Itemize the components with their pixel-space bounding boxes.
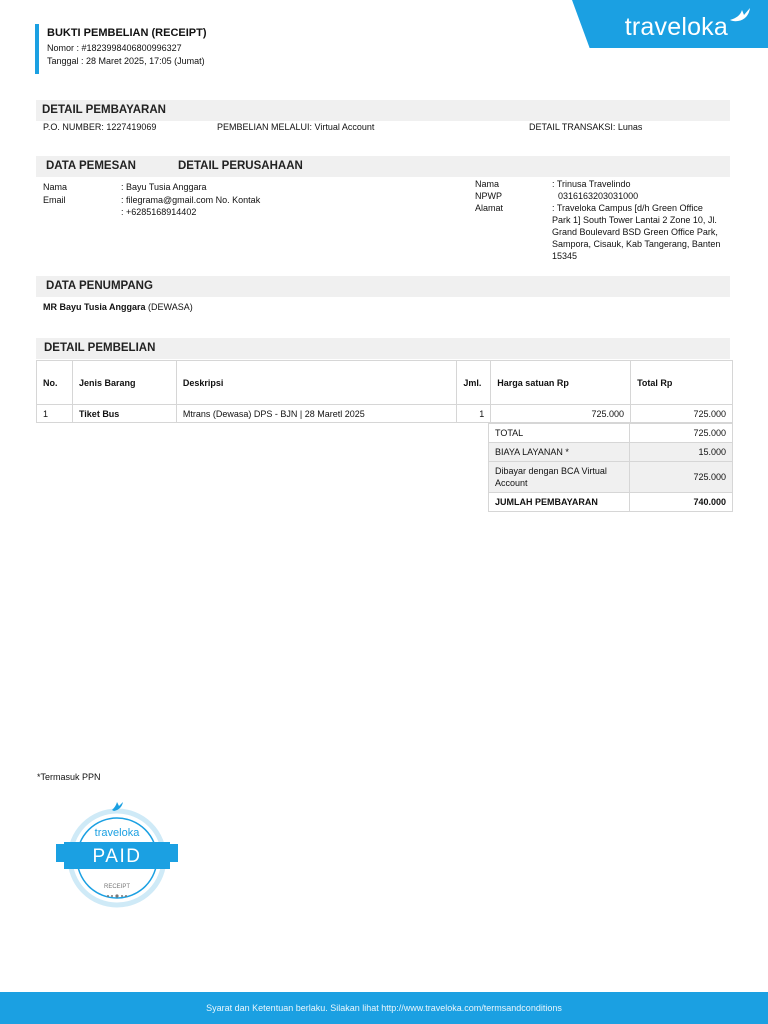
row-total: 725.000 xyxy=(631,405,733,423)
column-header-item: Jenis Barang xyxy=(72,361,176,405)
payment-method: PEMBELIAN MELALUI: Virtual Account xyxy=(217,122,375,132)
table-header-row xyxy=(37,361,733,405)
column-header-no: No. xyxy=(37,361,73,405)
passenger-type: (DEWASA) xyxy=(148,302,193,312)
customer-section-title: DATA PEMESAN xyxy=(46,160,136,172)
customer-name-label: Nama xyxy=(43,182,68,192)
column-header-unit-price: Harga satuan Rp xyxy=(491,361,631,405)
stamp-status: PAID xyxy=(92,846,142,867)
summary-row-paid-with xyxy=(489,462,733,493)
stamp-caption: RECEIPT xyxy=(103,884,131,890)
company-npwp-value: 0316163203031000 xyxy=(558,191,639,201)
summary-value: 725.000 xyxy=(630,424,733,443)
summary-label: TOTAL xyxy=(489,424,630,443)
row-unit-price: 725.000 xyxy=(491,405,631,423)
table-row xyxy=(37,405,733,423)
summary-row-grand-total xyxy=(489,493,733,512)
customer-phone-value: : +6285168914402 xyxy=(121,207,197,217)
brand-logo: traveloka xyxy=(624,13,728,41)
summary-row-total xyxy=(489,424,733,443)
row-item: Tiket Bus xyxy=(72,405,176,423)
summary-label: Dibayar dengan BCA Virtual Account xyxy=(489,462,630,493)
footer-bar xyxy=(0,992,768,1024)
company-name-label: Nama xyxy=(475,179,500,189)
customer-section-header xyxy=(36,156,730,177)
payment-section-title: DETAIL PEMBAYARAN xyxy=(42,104,166,116)
column-header-total: Total Rp xyxy=(631,361,733,405)
bird-logo-icon xyxy=(728,6,752,28)
purchase-section-title: DETAIL PEMBELIAN xyxy=(44,342,156,354)
passenger-name: MR Bayu Tusia Anggara xyxy=(43,302,146,312)
summary-label: JUMLAH PEMBAYARAN xyxy=(489,493,630,512)
company-npwp-label: NPWP xyxy=(475,191,502,201)
passenger-section-title: DATA PENUMPANG xyxy=(46,280,153,292)
paid-stamp xyxy=(56,800,178,914)
column-header-qty: Jml. xyxy=(457,361,491,405)
summary-row-service-fee xyxy=(489,443,733,462)
summary-value: 740.000 xyxy=(630,493,733,512)
header-accent-bar xyxy=(35,24,39,74)
column-header-description: Deskripsi xyxy=(176,361,456,405)
company-section-title: DETAIL PERUSAHAAN xyxy=(178,160,303,172)
summary-value: 725.000 xyxy=(630,462,733,493)
row-qty: 1 xyxy=(457,405,491,423)
company-address-label: Alamat xyxy=(475,203,504,213)
passenger-info xyxy=(43,302,193,312)
row-no: 1 xyxy=(37,405,73,423)
row-description: Mtrans (Dewasa) DPS - BJN | 28 Maretl 2025 xyxy=(176,405,456,423)
terms-link[interactable]: Syarat dan Ketentuan berlaku. Silakan lihat http://www.traveloka.com/termsandconditions xyxy=(206,1003,562,1013)
receipt-title: BUKTI PEMBELIAN (RECEIPT) xyxy=(47,27,207,39)
summary-table xyxy=(488,423,733,512)
stamp-brand: traveloka xyxy=(94,827,140,839)
receipt-number: Nomor : #1823998406800996327 xyxy=(47,43,182,53)
transaction-status: DETAIL TRANSAKSI: Lunas xyxy=(529,122,643,132)
purchase-table xyxy=(36,360,733,423)
po-number: P.O. NUMBER: 1227419069 xyxy=(43,122,157,132)
receipt-date: Tanggal : 28 Maret 2025, 17:05 (Jumat) xyxy=(47,56,205,66)
customer-name-value: : Bayu Tusia Anggara xyxy=(121,182,207,192)
company-address-value: : Traveloka Campus [d/h Green Office Park 1] South Tower Lantai 2 Zone 10, Jl. Grand Boulevard BSD Green Office Park, Sampora, Cisauk, Kab Tangerang, Banten 15345 xyxy=(552,203,721,261)
tax-footnote: *Termasuk PPN xyxy=(37,772,101,782)
company-name-value: : Trinusa Travelindo xyxy=(552,179,631,189)
customer-email-label: Email xyxy=(43,195,66,205)
summary-label: BIAYA LAYANAN * xyxy=(489,443,630,462)
summary-value: 15.000 xyxy=(630,443,733,462)
customer-email-value: : filegrama@gmail.com No. Kontak xyxy=(121,195,261,205)
